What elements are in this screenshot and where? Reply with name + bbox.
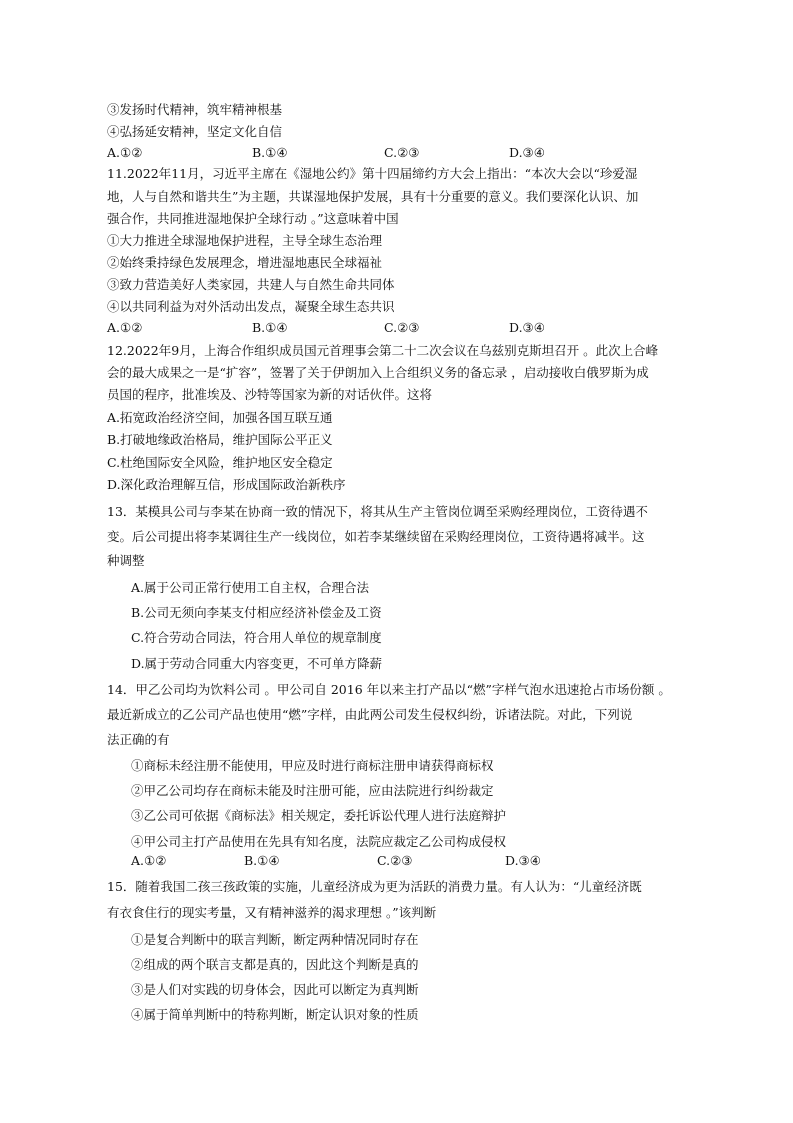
q14-statement-2: ②甲乙公司均存在商标未能及时注册可能，应由法院进行纠纷裁定 xyxy=(131,783,494,798)
q14-stem-line-2: 最近新成立的乙公司产品也使用“燃”字样，由此两公司发生侵权纠纷，诉诸法院。对此，下列说 xyxy=(107,707,633,722)
q10-option-b: B.①④ xyxy=(252,145,288,160)
q11-options xyxy=(107,320,697,336)
q12-option-c: C.杜绝国际安全风险，维护地区安全稳定 xyxy=(107,455,333,470)
q10-options xyxy=(107,145,697,161)
q11-option-c: C.②③ xyxy=(384,320,420,335)
q14-statement-4: ④甲公司主打产品使用在先具有知名度，法院应裁定乙公司构成侵权 xyxy=(131,834,507,849)
q15-statement-4: ④属于简单判断中的特称判断，断定认识对象的性质 xyxy=(131,1007,419,1022)
q14-option-c: C.②③ xyxy=(377,853,413,868)
q14-statement-3: ③乙公司可依据《商标法》相关规定，委托诉讼代理人进行法庭辩护 xyxy=(131,808,507,823)
q11-option-b: B.①④ xyxy=(252,320,288,335)
q14-statement-1: ①商标未经注册不能使用，甲应及时进行商标注册申请获得商标权 xyxy=(131,758,494,773)
q14-option-d: D.③④ xyxy=(505,853,541,868)
q13-option-b: B.公司无须向李某支付相应经济补偿金及工资 xyxy=(131,605,382,620)
q11-stem-line-3: 强合作，共同推进湿地保护全球行动 。”这意味着中国 xyxy=(107,211,399,226)
q11-stem-line-1: 11.2022年11月，习近平主席在《湿地公约》第十四届缔约方大会上指出：“本次大会以“珍爱湿 xyxy=(107,166,638,181)
q12-option-a: A.拓宽政治经济空间，加强各国互联互通 xyxy=(107,410,333,425)
q11-option-d: D.③④ xyxy=(509,320,545,335)
q11-option-a: A.①② xyxy=(107,320,143,335)
q13-option-a: A.属于公司正常行使用工自主权，合理合法 xyxy=(131,580,370,595)
q11-stem-line-2: 地，人与自然和谐共生”为主题，共谋湿地保护发展，具有十分重要的意义。我们要深化认识、加 xyxy=(107,189,639,204)
q13-stem-line-2: 变。后公司提出将李某调往生产一线岗位，如若李某继续留在采购经理岗位，工资待遇将减半。这 xyxy=(107,529,645,544)
q10-statement-4: ④弘扬延安精神，坚定文化自信 xyxy=(107,124,283,139)
q12-option-b: B.打破地缘政治格局，维护国际公平正义 xyxy=(107,432,333,447)
q13-option-d: D.属于劳动合同重大内容变更，不可单方降薪 xyxy=(131,656,383,671)
q14-stem-line-1: 14．甲乙公司均为饮料公司 。甲公司自 2016 年以来主打产品以“燃”字样气泡水迅速抢占市场份额 。 xyxy=(107,682,671,697)
q11-statement-2: ②始终秉持绿色发展理念，增进湿地惠民全球福祉 xyxy=(107,255,383,270)
q14-option-a: A.①② xyxy=(131,853,167,868)
q13-stem-line-3: 种调整 xyxy=(107,553,145,568)
q14-option-b: B.①④ xyxy=(244,853,280,868)
q15-stem-line-2: 有衣食住行的现实考量，又有精神滋养的渴求理想 。”该判断 xyxy=(107,905,437,920)
q11-statement-3: ③致力营造美好人类家园，共建人与自然生命共同体 xyxy=(107,277,395,292)
q12-stem-line-2: 会的最大成果之一是“扩容”，签署了关于伊朗加入上合组织义务的备忘录 ，启动接收白俄罗斯为成 xyxy=(107,365,649,380)
q10-statement-3: ③发扬时代精神，筑牢精神根基 xyxy=(107,102,283,117)
q15-statement-2: ②组成的两个联言支都是真的，因此这个判断是真的 xyxy=(131,957,419,972)
q11-statement-4: ④以共同利益为对外活动出发点，凝聚全球生态共识 xyxy=(107,299,395,314)
q14-stem-line-3: 法正确的有 xyxy=(107,732,170,747)
q10-option-a: A.①② xyxy=(107,145,143,160)
q12-option-d: D.深化政治理解互信，形成国际政治新秩序 xyxy=(107,477,346,492)
q12-stem-line-1: 12.2022年9月，上海合作组织成员国元首理事会第二十二次会议在乌兹别克斯坦召开 。此次上合峰 xyxy=(107,343,659,358)
q15-stem-line-1: 15．随着我国二孩三孩政策的实施，儿童经济成为更为活跃的消费力量。有人认为：“儿童经济既 xyxy=(107,879,642,894)
q12-stem-line-3: 员国的程序，批准埃及、沙特等国家为新的对话伙伴。这将 xyxy=(107,387,433,402)
q11-statement-1: ①大力推进全球湿地保护进程，主导全球生态治理 xyxy=(107,233,383,248)
q14-options xyxy=(131,853,721,869)
q13-stem-line-1: 13．某模具公司与李某在协商一致的情况下，将其从生产主管岗位调至采购经理岗位，工资待遇不 xyxy=(107,504,648,519)
q10-option-d: D.③④ xyxy=(509,145,545,160)
q13-option-c: C.符合劳动合同法，符合用人单位的规章制度 xyxy=(131,630,382,645)
q15-statement-1: ①是复合判断中的联言判断，断定两种情况同时存在 xyxy=(131,932,419,947)
q10-option-c: C.②③ xyxy=(384,145,420,160)
q15-statement-3: ③是人们对实践的切身体会，因此可以断定为真判断 xyxy=(131,982,419,997)
